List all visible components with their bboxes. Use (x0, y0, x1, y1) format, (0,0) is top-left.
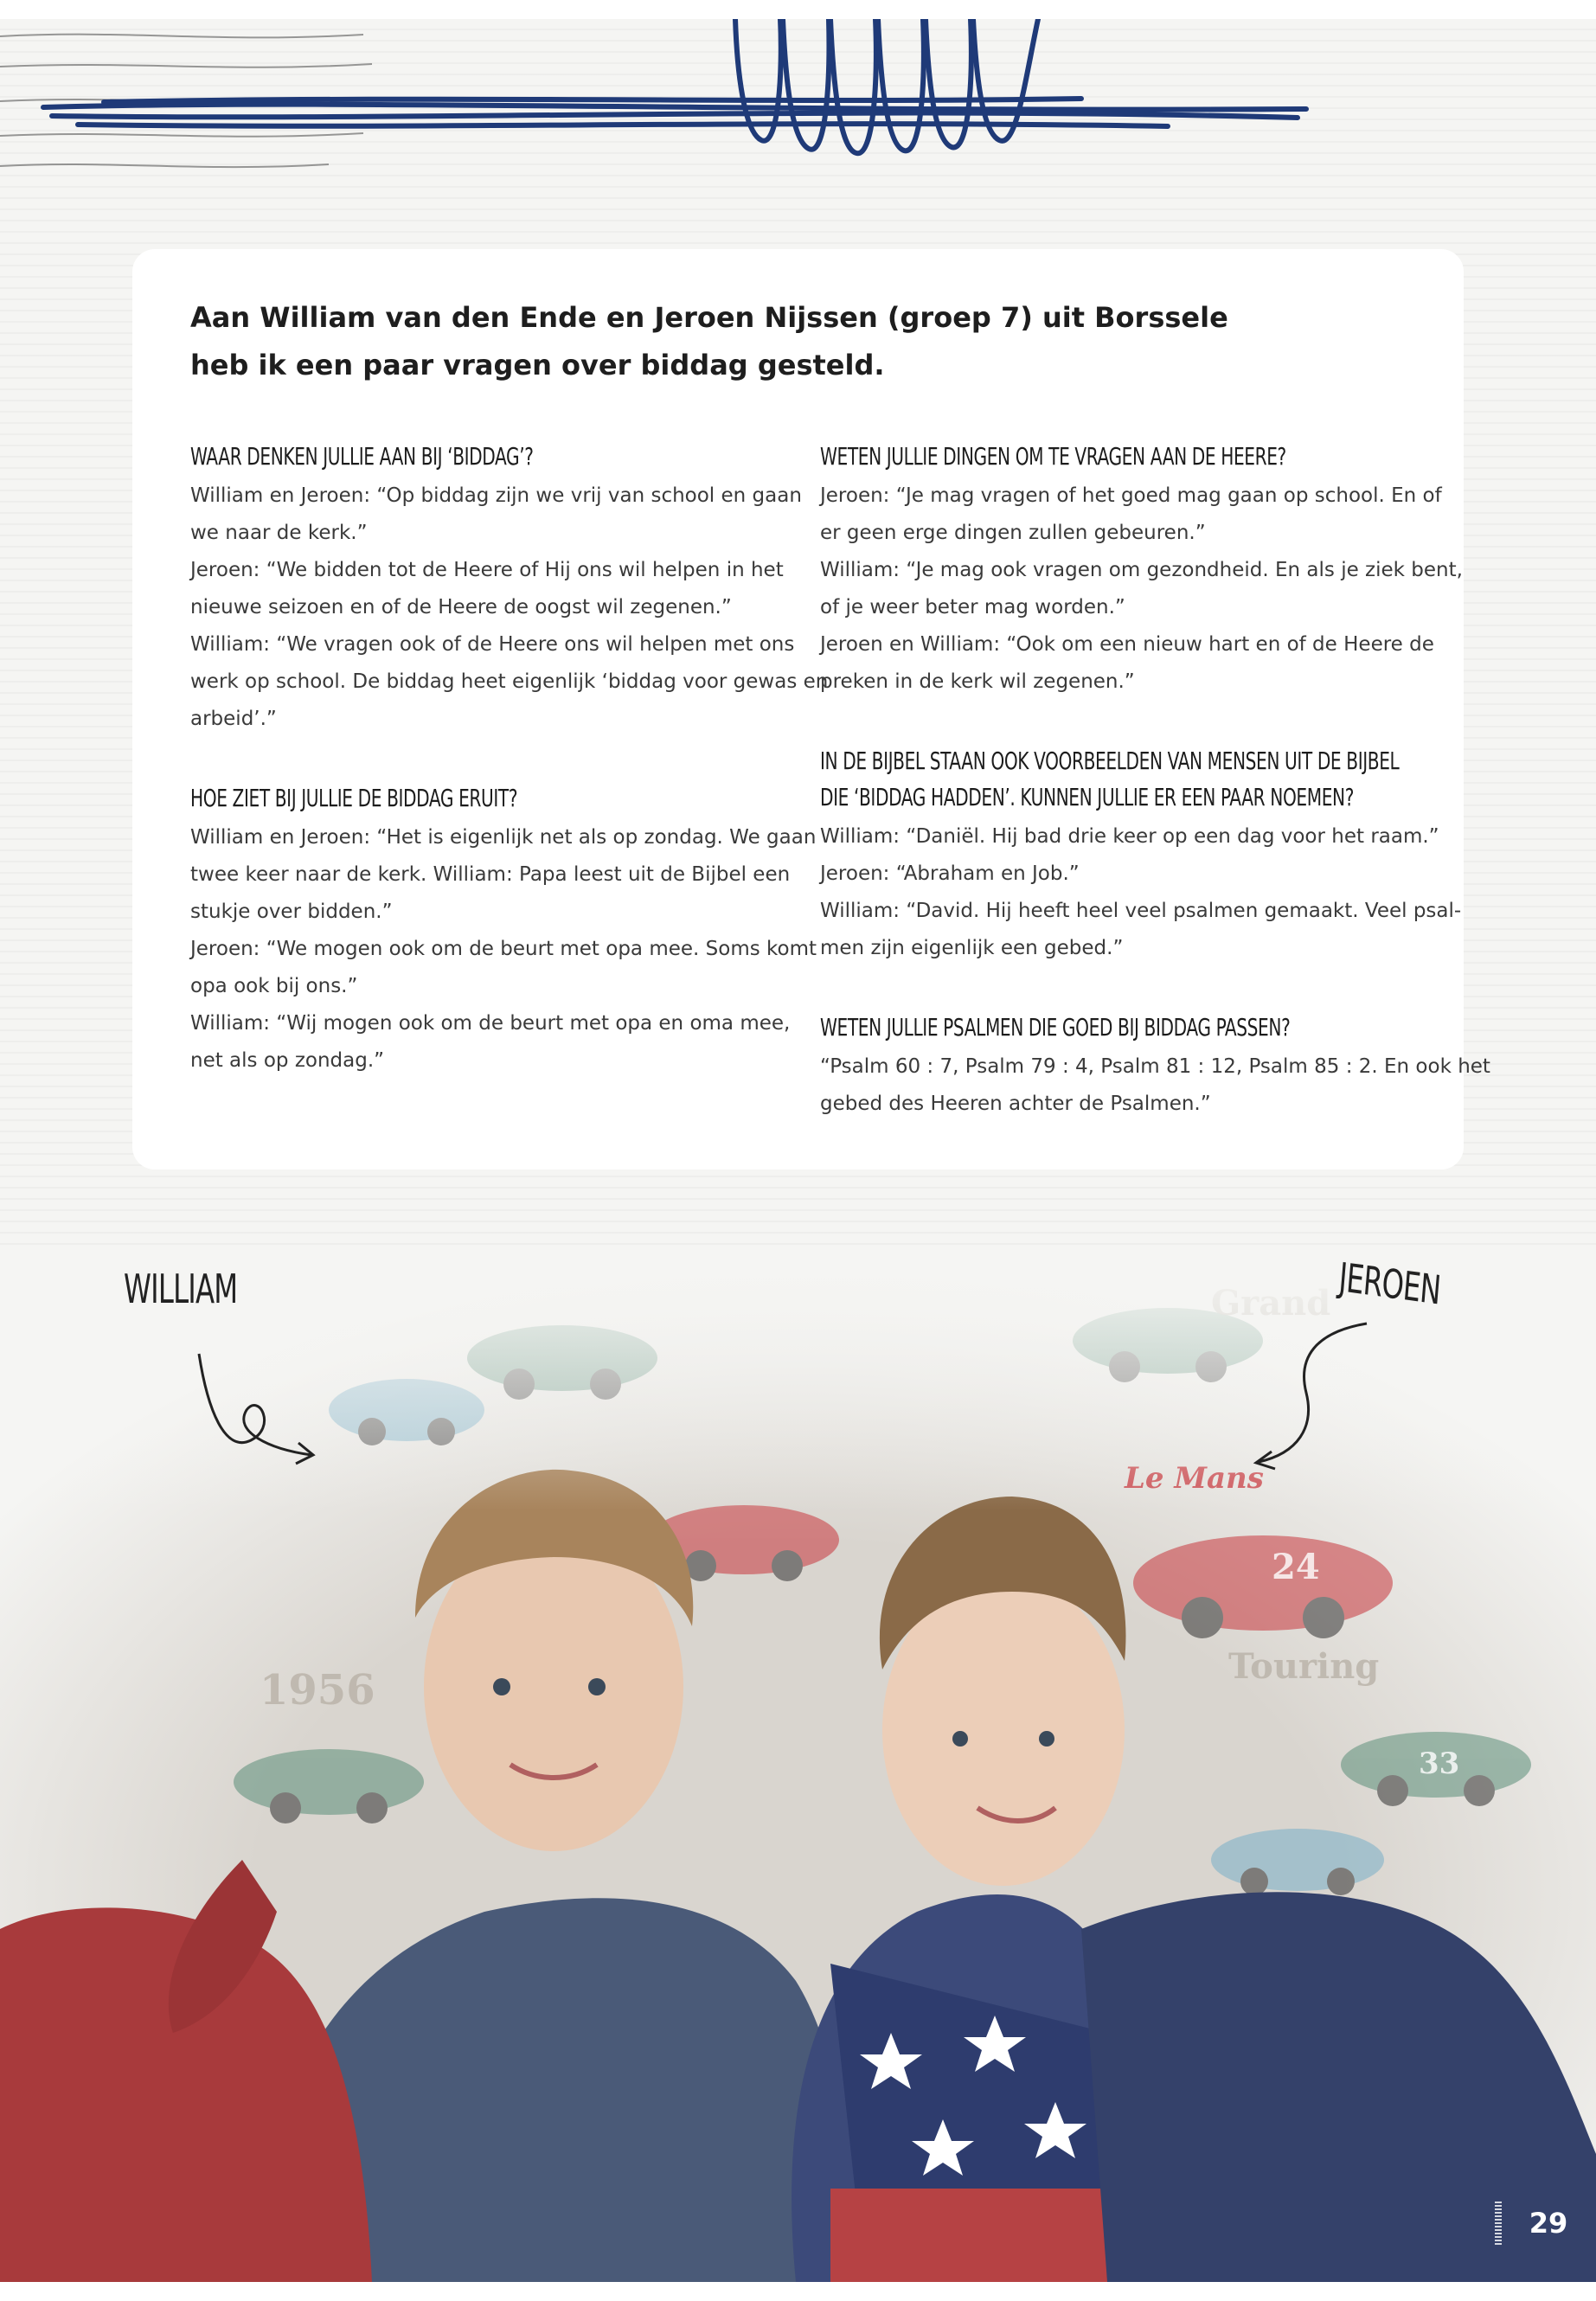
page-bottom-margin (0, 2282, 1596, 2301)
answer-line: twee keer naar de kerk. William: Papa leest uit de Bijbel een (190, 863, 791, 886)
answer-line: net als op zondag.” (190, 1049, 385, 1072)
question-heading-line-1: IN DE BIJBEL STAAN OOK VOORBEELDEN VAN MENSEN UIT DE BIJBEL (820, 747, 1400, 775)
answer-line: gebed des Heeren achter de Psalmen.” (820, 1093, 1211, 1115)
photo-william-and-jeroen (0, 1254, 1596, 2282)
blue-scribble-lines (43, 99, 1306, 126)
answer-line: arbeid’.” (190, 708, 277, 730)
answer-line: Jeroen: “We bidden tot de Heere of Hij ons wil helpen in het (190, 559, 784, 581)
answer-line: William: “Wij mogen ook om de beurt met opa en oma mee, (190, 1012, 791, 1035)
answer-line: William: “David. Hij heeft heel veel psalmen gemaakt. Veel psal- (820, 900, 1462, 922)
intro-line-2: heb ik een paar vragen over biddag gesteld. (190, 349, 885, 381)
answer-line: “Psalm 60 : 7, Psalm 79 : 4, Psalm 81 : 12, Psalm 85 : 2. En ook het (820, 1055, 1490, 1078)
answer-line: William en Jeroen: “Op biddag zijn we vrij van school en gaan (190, 484, 802, 507)
answer-line: men zijn eigenlijk een gebed.” (820, 937, 1124, 959)
answer-line: William en Jeroen: “Het is eigenlijk net als op zondag. We gaan (190, 826, 817, 849)
page-number: 29 (1529, 2207, 1568, 2240)
answer-line: William: “We vragen ook of de Heere ons wil helpen met ons (190, 633, 795, 656)
answer-line: of je weer beter mag worden.” (820, 596, 1125, 619)
answer-line: er geen erge dingen zullen gebeuren.” (820, 522, 1206, 544)
question-heading-line-2: DIE ‘BIDDAG HADDEN’. KUNNEN JULLIE ER EEN PAAR NOEMEN? (820, 783, 1355, 811)
answer-line: William: “Daniël. Hij bad drie keer op een dag voor het raam.” (820, 825, 1439, 848)
answer-line: Jeroen: “Abraham en Job.” (820, 862, 1080, 885)
question-heading: WAAR DENKEN JULLIE AAN BIJ ‘BIDDAG’? (190, 442, 534, 471)
answer-line: Jeroen en William: “Ook om een nieuw hart en of de Heere de (820, 633, 1434, 656)
answer-line: nieuwe seizoen en of de Heere de oogst wil zegenen.” (190, 596, 732, 619)
answer-line: we naar de kerk.” (190, 522, 368, 544)
left-column (190, 441, 829, 1080)
photo-illustration (0, 1254, 1596, 2282)
answer-line: Jeroen: “We mogen ook om de beurt met opa mee. Soms komt (190, 938, 817, 960)
question-heading: WETEN JULLIE DINGEN OM TE VRAGEN AAN DE HEERE? (820, 442, 1286, 471)
answer-line: stukje over bidden.” (190, 901, 393, 923)
page-number-bars (1495, 2202, 1502, 2245)
intro-line-1: Aan William van den Ende en Jeroen Nijssen (groep 7) uit Borssele (190, 301, 1228, 334)
answer-line: Jeroen: “Je mag vragen of het goed mag gaan op school. En of (820, 484, 1442, 507)
label-jeroen: JEROEN (1336, 1253, 1443, 1314)
intro-heading (190, 294, 1228, 389)
right-column (820, 441, 1490, 1123)
answer-line: William: “Je mag ook vragen om gezondheid. En als je ziek bent, (820, 559, 1463, 581)
question-heading: HOE ZIET BIJ JULLIE DE BIDDAG ERUIT? (190, 784, 518, 812)
label-william: WILLIAM (124, 1266, 238, 1312)
blue-loops (735, 19, 1038, 153)
page-top-margin (0, 0, 1596, 19)
answer-line: opa ook bij ons.” (190, 975, 358, 997)
answer-line: werk op school. De biddag heet eigenlijk ‘biddag voor gewas en (190, 670, 829, 693)
decorative-scribble (0, 19, 1596, 218)
question-heading: WETEN JULLIE PSALMEN DIE GOED BIJ BIDDAG PASSEN? (820, 1013, 1291, 1042)
answer-line: preken in de kerk wil zegenen.” (820, 670, 1135, 693)
